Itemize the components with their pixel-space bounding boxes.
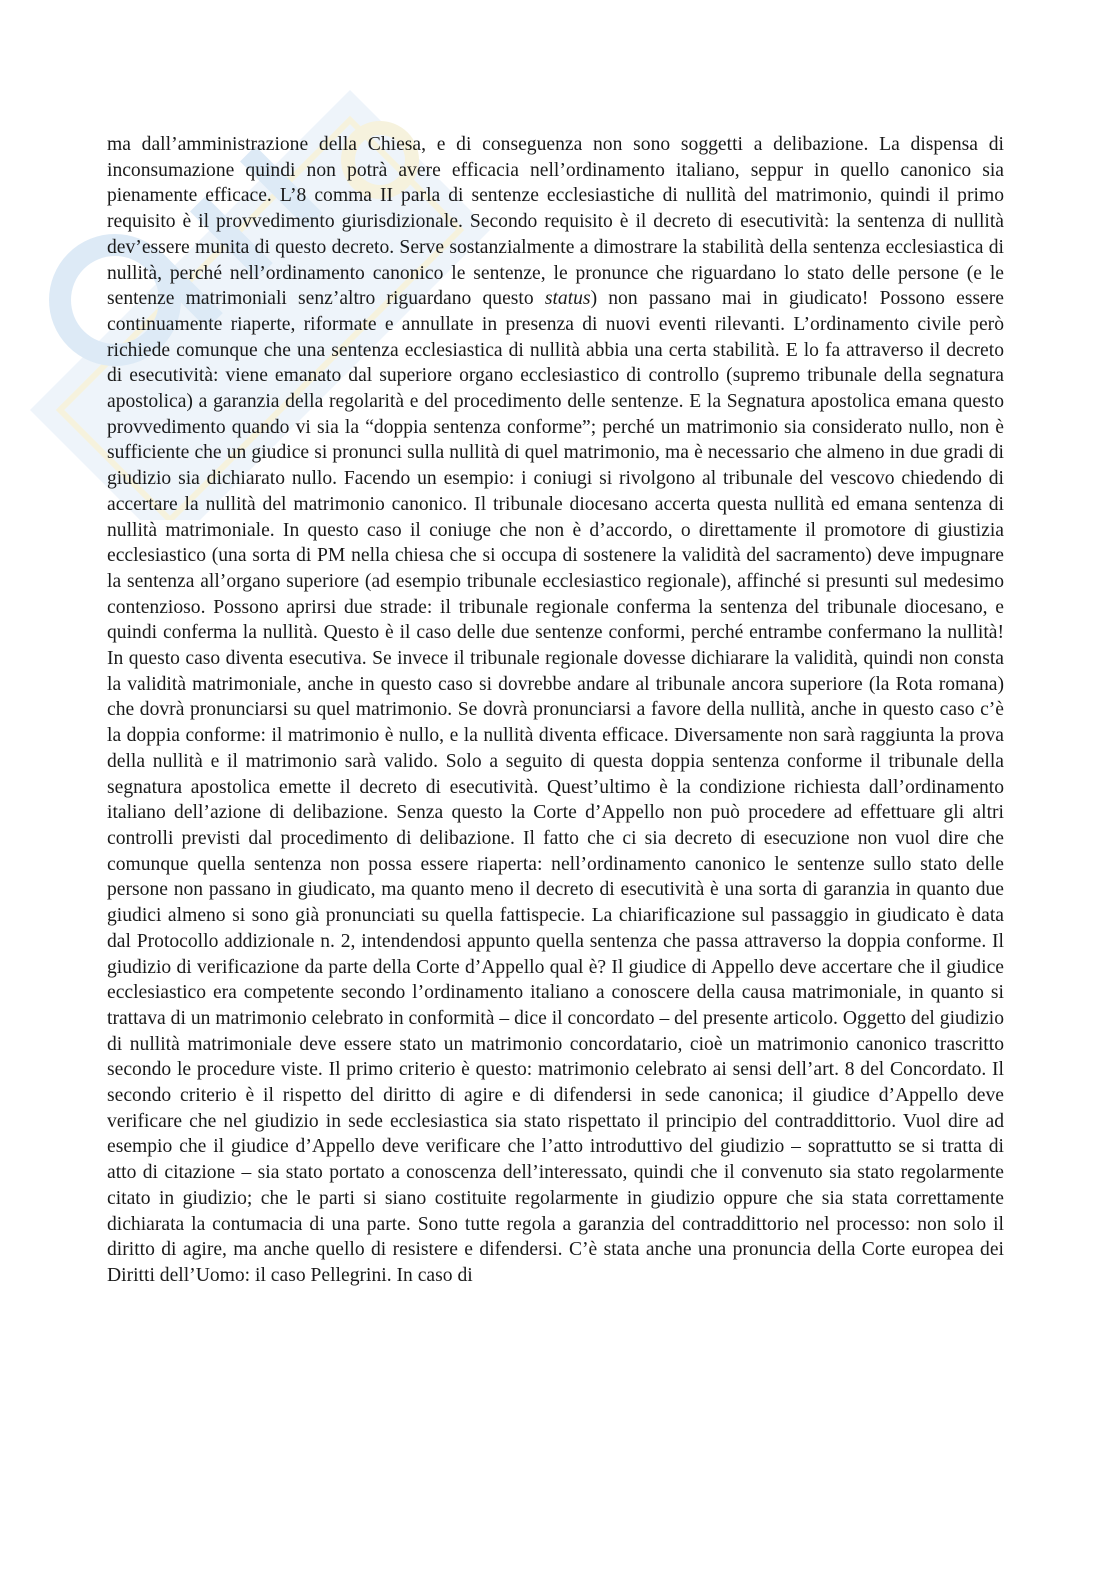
body-text-italic-word: status [544,288,591,310]
body-text-part-2: ) non passano mai in giudicato! Possono essere continuamente riaperte, riformate e annullate in presenza di nuovi eventi rilevanti. L’ordinamento civile però richiede comunque che una sentenza ecclesiastica di nullità abbia una certa stabilità. E lo fa attraverso il decreto di esecutività: viene emanato dal superiore organo ecclesiastico di controllo (supremo tribunale della segnatura apostolica) a garanzia della regolarità e del procedimento delle sentenze. E la Segnatura apostolica emana questo provvedimento quando vi sia la “doppia sentenza conforme”; perché un matrimonio sia considerato nullo, non è sufficiente che un giudice si pronunci sulla nullità di quel matrimonio, ma è necessario che almeno in due gradi di giudizio sia dichiarato nullo. Facendo un esempio: i coniugi si rivolgono al tribunale del vescovo chiedendo di accertare la nullità del matrimonio canonico. Il tribunale diocesano accerta questa nullità ed emana sentenza di nullità matrimoniale. In questo caso il coniuge che non è d’accordo, o direttamente il promotore di giustizia ecclesiastico (una sorta di PM nella chiesa che si occupa di sostenere la validità del sacramento) deve impugnare la sentenza all’organo superiore (ad esempio tribunale ecclesiastico regionale), affinché si presunti sul medesimo contenzioso. Possono aprirsi due strade: il tribunale regionale conferma la sentenza del tribunale diocesano, e quindi conferma la nullità. Questo è il caso delle due sentenze conformi, perché entrambe confermano la nullità! In questo caso diventa esecutiva. Se invece il tribunale regionale dovesse dichiarare la validità, quindi non consta la validità matrimoniale, anche in questo caso si dovrebbe andare al tribunale ancora superiore (la Rota romana) che dovrà pronunciarsi su quel matrimonio. Se dovrà pronunciarsi a favore della nullità, anche in questo caso c’è la doppia conforme: il matrimonio è nullo, e la nullità diventa efficace. Diversamente non sarà raggiunta la prova della nullità e il matrimonio sarà valido. Solo a seguito di questa doppia sentenza conforme il tribunale della segnatura apostolica emette il decreto di esecutività. Quest’ultimo è la condizione richiesta dall’ordinamento italiano dell’azione di delibazione. Senza questo la Corte d’Appello non può procedere ad effettuare gli altri controlli previsti dal procedimento di delibazione. Il fatto che ci sia decreto di esecuzione non vuol dire che comunque quella sentenza non possa essere riaperta: nell’ordinamento canonico le sentenze sullo stato delle persone non passano in giudicato, ma quanto meno il decreto di esecutività è una sorta di garanzia in quanto due giudici almeno si sono già pronunciati su quella fattispecie. La chiarificazione sul passaggio in giudicato è data dal Protocollo addizionale n. 2, intendendosi appunto quella sentenza che passa attraverso la doppia conforme. Il giudizio di verificazione da parte della Corte d’Appello qual è? Il giudice di Appello deve accertare che il giudice ecclesiastico era competente secondo l’ordinamento italiano a conoscere della causa matrimoniale, in quanto si trattava di un matrimonio celebrato in conformità – dice il concordato – del presente articolo. Oggetto del giudizio di nullità matrimoniale deve essere stato un matrimonio concordatario, cioè un matrimonio canonico trascritto secondo le procedure viste. Il primo criterio è questo: matrimonio celebrato ai sensi dell’art. 8 del Concordato. Il secondo criterio è il rispetto del diritto di agire e di difendersi in sede canonica; il giudice d’Appello deve verificare che nel giudizio in sede ecclesiastica sia stato rispettato il principio del contraddittorio. Vuol dire ad esempio che il giudice d’Appello deve verificare che l’atto introduttivo del giudizio – soprattutto se si tratta di atto di citazione – sia stato portato a conoscenza dell’interessato, quindi che il convenuto sia stato regolarmente citato in giudizio; che le parti si siano costituite regolarmente in giudizio oppure che sia stata correttamente dichiarata la contumacia di una parte. Sono tutte regola a garanzia del contraddittorio nel processo: non solo il diritto di agire, ma anche quello di resistere e difendersi. C’è stata anche una pronuncia della Corte europea dei Diritti dell’Uomo: il caso Pellegrini. In caso di [107,288,1005,1286]
document-body-text [107,132,1004,1289]
body-text-part-1: ma dall’amministrazione della Chiesa, e di conseguenza non sono soggetti a delibazione. La dispensa di inconsumazione quindi non potrà avere efficacia nell’ordinamento italiano, seppur in quello canonico sia pienamente efficace. L’8 comma II parla di sentenze ecclesiastiche di nullità del matrimonio, quindi il primo requisito è il provvedimento giurisdizionale. Secondo requisito è il decreto di esecutività: la sentenza di nullità dev’essere munita di questo decreto. Serve sostanzialmente a dimostrare la stabilità della sentenza ecclesiastica di nullità, perché nell’ordinamento canonico le sentenze, le pronunce che riguardano lo stato delle persone (e le sentenze matrimoniali senz’altro riguardano questo [107,134,1004,310]
